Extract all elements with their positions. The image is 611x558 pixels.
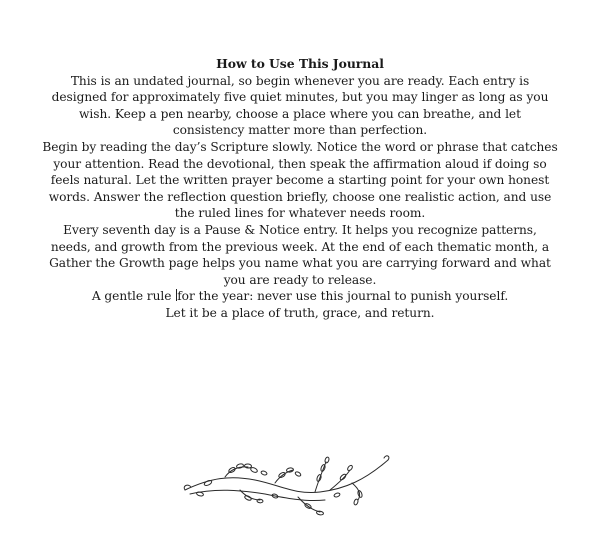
- leafy-vine-ornament-icon: [180, 450, 395, 520]
- paragraph-intro: This is an undated journal, so begin whenever you are ready. Each entry is designed for approximately five quiet minutes, but you may linger as long as you wish. Keep a pen nearby, choose a place where you can breathe, and let consistency matter more than perfection.: [51, 73, 549, 138]
- gentle-rule-text-end: for the year: never use this journal to punish yourself. Let it be a place of truth, grace, and return.: [165, 289, 509, 320]
- page-title: How to Use This Journal: [216, 56, 384, 71]
- gentle-rule-text-start: A gentle rule: [91, 289, 176, 304]
- paragraph-daily-steps: Begin by reading the day’s Scripture slowly. Notice the word or phrase that catches your attention. Read the devotional, then speak the affirmation aloud if doing so feels natural. Let the written prayer become a starting point for your own honest words. Answer the reflection question briefly, choose one realistic action, and use the ruled lines for whatever needs room.: [42, 139, 558, 221]
- paragraph-gentle-rule: [80, 288, 520, 321]
- paragraph-pause-notice: Every seventh day is a Pause & Notice entry. It helps you recognize patterns, needs, and growth from the previous week. At the end of each thematic month, a Gather the Growth page helps you name what you are carrying forward and what you are ready to release.: [49, 222, 551, 287]
- instructions-text-block[interactable]: [42, 56, 558, 322]
